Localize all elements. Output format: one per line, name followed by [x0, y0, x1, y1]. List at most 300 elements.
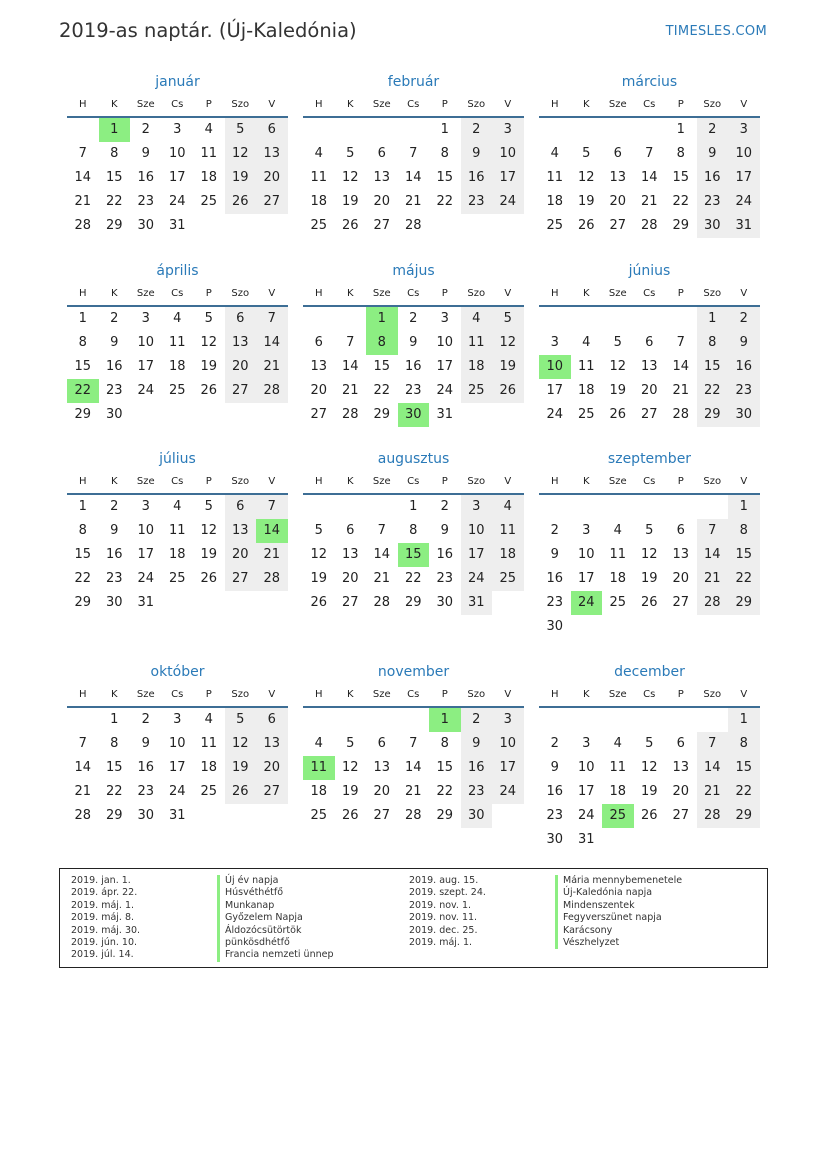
day-cell: 18 [492, 543, 524, 567]
day-grid [539, 708, 760, 852]
day-cell: 3 [582, 736, 591, 751]
day-cell: 13 [672, 760, 690, 775]
empty-cell [398, 118, 430, 142]
empty-cell [539, 495, 571, 519]
day-grid [303, 307, 524, 427]
day-cell: 7 [78, 736, 87, 751]
weekday-label: V [268, 476, 276, 487]
holiday-day-cell: 8 [366, 331, 398, 355]
day-cell: 4 [314, 146, 323, 161]
day-cell: 23 [461, 780, 493, 804]
day-cell: 21 [341, 383, 359, 398]
day-cell: 15 [74, 359, 92, 374]
day-cell: 14 [640, 170, 658, 185]
day-cell: 19 [640, 571, 658, 586]
day-cell: 27 [609, 218, 627, 233]
day-cell: 28 [373, 595, 391, 610]
day-cell: 16 [697, 166, 729, 190]
day-cell: 19 [225, 756, 257, 780]
empty-cell [634, 495, 666, 519]
day-cell: 13 [256, 142, 288, 166]
day-cell: 10 [492, 732, 524, 756]
legend-holiday-name: pünkösdhétfő [217, 937, 290, 949]
day-cell: 5 [582, 146, 591, 161]
day-cell: 15 [105, 170, 123, 185]
weekday-label: Cs [171, 689, 184, 700]
day-cell: 28 [256, 567, 288, 591]
day-cell: 2 [110, 499, 119, 514]
day-cell: 26 [341, 218, 359, 233]
day-cell: 10 [436, 335, 454, 350]
day-cell: 18 [609, 571, 627, 586]
day-cell: 26 [492, 379, 524, 403]
day-cell: 14 [697, 543, 729, 567]
day-cell: 15 [436, 170, 454, 185]
weekday-label: V [268, 99, 276, 110]
day-cell: 11 [577, 359, 595, 374]
weekday-header [67, 683, 288, 708]
day-cell: 29 [728, 591, 760, 615]
day-cell: 13 [609, 170, 627, 185]
day-cell: 5 [346, 146, 355, 161]
day-cell: 16 [105, 547, 123, 562]
day-cell: 22 [105, 784, 123, 799]
weekday-label: K [346, 689, 354, 700]
empty-cell [571, 307, 603, 331]
day-cell: 19 [341, 784, 359, 799]
empty-cell [67, 708, 99, 732]
day-cell: 7 [409, 736, 418, 751]
day-cell: 5 [346, 736, 355, 751]
day-cell: 31 [728, 214, 760, 238]
empty-cell [335, 118, 367, 142]
day-cell: 14 [74, 170, 92, 185]
month-3 [539, 71, 760, 238]
empty-cell [539, 118, 571, 142]
day-cell: 25 [546, 218, 564, 233]
day-cell: 20 [256, 756, 288, 780]
weekday-label: Szo [703, 99, 722, 110]
empty-cell [335, 708, 367, 732]
legend-row [71, 900, 334, 912]
day-cell: 23 [137, 784, 155, 799]
day-cell: 3 [461, 495, 493, 519]
weekday-label: Cs [171, 476, 184, 487]
weekday-label: V [504, 288, 512, 299]
day-cell: 15 [373, 359, 391, 374]
month-name: április [156, 263, 199, 279]
weekday-label: Cs [643, 288, 656, 299]
weekday-label: P [205, 689, 212, 700]
day-cell: 29 [404, 595, 422, 610]
day-cell: 2 [461, 118, 493, 142]
legend-column-left [71, 875, 334, 962]
day-cell: 13 [256, 732, 288, 756]
day-cell: 20 [341, 571, 359, 586]
weekday-header [303, 470, 524, 495]
holiday-day-cell: 1 [429, 708, 461, 732]
day-cell: 23 [105, 571, 123, 586]
day-cell: 17 [137, 359, 155, 374]
day-cell: 9 [728, 331, 760, 355]
day-cell: 25 [200, 784, 218, 799]
day-cell: 10 [168, 736, 186, 751]
day-cell: 22 [74, 571, 92, 586]
day-cell: 29 [74, 595, 92, 610]
day-cell: 25 [168, 383, 186, 398]
day-cell: 13 [225, 519, 257, 543]
day-cell: 11 [310, 170, 328, 185]
empty-cell [398, 708, 430, 732]
day-cell: 4 [492, 495, 524, 519]
day-cell: 28 [341, 407, 359, 422]
day-cell: 11 [461, 331, 493, 355]
day-cell: 19 [225, 166, 257, 190]
day-cell: 22 [404, 571, 422, 586]
weekday-label: P [205, 99, 212, 110]
day-cell: 28 [74, 808, 92, 823]
day-cell: 4 [613, 523, 622, 538]
day-cell: 30 [436, 595, 454, 610]
empty-cell [665, 495, 697, 519]
day-cell: 12 [341, 760, 359, 775]
day-cell: 26 [310, 595, 328, 610]
day-cell: 22 [672, 194, 690, 209]
day-cell: 30 [546, 832, 564, 847]
day-grid [539, 307, 760, 427]
day-cell: 6 [225, 495, 257, 519]
day-cell: 25 [168, 571, 186, 586]
day-cell: 6 [256, 708, 288, 732]
day-cell: 15 [728, 756, 760, 780]
day-cell: 16 [105, 359, 123, 374]
day-cell: 24 [492, 780, 524, 804]
day-cell: 8 [78, 523, 87, 538]
weekday-label: Cs [407, 689, 420, 700]
day-cell: 5 [314, 523, 323, 538]
weekday-label: P [441, 288, 448, 299]
month-name: december [614, 664, 685, 680]
day-cell: 16 [461, 166, 493, 190]
weekday-label: Sze [608, 476, 627, 487]
day-cell: 7 [645, 146, 654, 161]
day-cell: 21 [256, 543, 288, 567]
weekday-label: K [346, 288, 354, 299]
legend-date: 2019. júl. 14. [71, 949, 134, 961]
day-cell: 24 [168, 784, 186, 799]
legend-row [71, 925, 334, 937]
day-cell: 12 [341, 170, 359, 185]
weekday-label: P [677, 288, 684, 299]
empty-cell [571, 495, 603, 519]
empty-cell [697, 708, 729, 732]
empty-cell [303, 118, 335, 142]
legend-holiday-name: Mindenszentek [555, 900, 635, 912]
day-cell: 4 [204, 122, 213, 137]
holiday-day-cell: 30 [398, 403, 430, 427]
weekday-label: V [740, 99, 748, 110]
day-cell: 24 [577, 808, 595, 823]
day-cell: 20 [225, 355, 257, 379]
day-cell: 16 [461, 756, 493, 780]
weekday-label: P [677, 689, 684, 700]
day-cell: 22 [436, 194, 454, 209]
day-cell: 12 [200, 523, 218, 538]
day-cell: 3 [492, 708, 524, 732]
day-cell: 12 [310, 547, 328, 562]
weekday-label: H [550, 476, 559, 487]
legend-holiday-name: Új-Kaledónia napja [555, 887, 652, 899]
brand-link[interactable]: TIMESLES.COM [665, 24, 767, 39]
day-cell: 30 [105, 407, 123, 422]
day-grid [303, 708, 524, 828]
weekday-label: H [550, 99, 559, 110]
legend-holiday-name: Új év napja [217, 875, 278, 887]
day-cell: 31 [168, 218, 186, 233]
empty-cell [366, 118, 398, 142]
day-cell: 8 [440, 736, 449, 751]
weekday-label: Sze [608, 689, 627, 700]
day-cell: 17 [577, 784, 595, 799]
weekday-label: Cs [171, 288, 184, 299]
day-cell: 26 [225, 190, 257, 214]
weekday-label: K [110, 476, 118, 487]
day-cell: 21 [256, 355, 288, 379]
day-cell: 1 [728, 495, 760, 519]
day-cell: 29 [373, 407, 391, 422]
day-cell: 5 [204, 499, 213, 514]
day-cell: 30 [546, 619, 564, 634]
day-cell: 20 [256, 166, 288, 190]
weekday-header [539, 282, 760, 307]
day-cell: 20 [225, 543, 257, 567]
day-cell: 3 [141, 499, 150, 514]
weekday-label: P [441, 99, 448, 110]
day-cell: 21 [373, 571, 391, 586]
day-cell: 10 [577, 760, 595, 775]
day-cell: 24 [168, 194, 186, 209]
weekday-header [539, 93, 760, 118]
weekday-label: H [314, 99, 323, 110]
day-cell: 15 [74, 547, 92, 562]
day-cell: 16 [404, 359, 422, 374]
day-cell: 25 [461, 379, 493, 403]
empty-cell [303, 708, 335, 732]
day-cell: 3 [440, 311, 449, 326]
day-cell: 9 [110, 335, 119, 350]
day-cell: 18 [546, 194, 564, 209]
legend-row [409, 900, 682, 912]
day-cell: 18 [310, 194, 328, 209]
weekday-label: Cs [407, 288, 420, 299]
day-cell: 13 [225, 331, 257, 355]
legend-date: 2019. jún. 10. [71, 936, 138, 948]
empty-cell [335, 495, 367, 519]
empty-cell [634, 708, 666, 732]
weekday-label: Sze [372, 288, 391, 299]
day-cell: 1 [676, 122, 685, 137]
day-cell: 11 [492, 519, 524, 543]
weekday-label: K [110, 99, 118, 110]
weekday-label: K [346, 99, 354, 110]
day-cell: 12 [225, 732, 257, 756]
weekday-label: V [740, 288, 748, 299]
weekday-label: H [78, 476, 87, 487]
day-cell: 16 [546, 784, 564, 799]
legend-row [71, 949, 334, 961]
legend-row [409, 887, 682, 899]
day-cell: 3 [173, 712, 182, 727]
day-cell: 22 [373, 383, 391, 398]
day-cell: 25 [492, 567, 524, 591]
day-cell: 7 [676, 335, 685, 350]
day-cell: 14 [404, 760, 422, 775]
empty-cell [303, 307, 335, 331]
day-cell: 1 [697, 307, 729, 331]
day-grid [67, 708, 288, 828]
legend-holiday-name: Munkanap [217, 900, 274, 912]
empty-cell [665, 307, 697, 331]
weekday-label: Szo [703, 476, 722, 487]
day-cell: 28 [256, 379, 288, 403]
day-cell: 19 [341, 194, 359, 209]
weekday-header [539, 470, 760, 495]
day-cell: 8 [440, 146, 449, 161]
day-cell: 8 [110, 736, 119, 751]
day-cell: 5 [645, 736, 654, 751]
month-name: július [159, 451, 196, 467]
day-cell: 27 [225, 379, 257, 403]
month-2 [303, 71, 524, 238]
legend-date: 2019. nov. 11. [409, 912, 478, 924]
day-grid [67, 118, 288, 238]
weekday-label: V [740, 689, 748, 700]
day-cell: 17 [492, 166, 524, 190]
holiday-day-cell: 1 [99, 118, 131, 142]
day-cell: 25 [577, 407, 595, 422]
day-cell: 22 [436, 784, 454, 799]
day-cell: 8 [676, 146, 685, 161]
legend-row [71, 912, 334, 924]
day-cell: 22 [105, 194, 123, 209]
day-cell: 10 [168, 146, 186, 161]
day-cell: 4 [550, 146, 559, 161]
day-cell: 8 [110, 146, 119, 161]
day-grid [303, 495, 524, 615]
legend-holiday-name: Húsvéthétfő [217, 887, 283, 899]
legend-holiday-name: Fegyverszünet napja [555, 912, 662, 924]
weekday-header [67, 470, 288, 495]
month-name: november [377, 664, 450, 680]
weekday-label: K [582, 288, 590, 299]
legend-date: 2019. dec. 25. [409, 924, 478, 936]
holiday-day-cell: 22 [67, 379, 99, 403]
day-cell: 2 [440, 499, 449, 514]
weekday-label: P [441, 689, 448, 700]
weekday-label: Szo [467, 288, 486, 299]
empty-cell [602, 118, 634, 142]
day-cell: 25 [609, 595, 627, 610]
weekday-label: V [504, 689, 512, 700]
weekday-label: Cs [643, 99, 656, 110]
day-cell: 17 [137, 547, 155, 562]
day-cell: 3 [141, 311, 150, 326]
day-cell: 9 [440, 523, 449, 538]
empty-cell [335, 307, 367, 331]
day-cell: 7 [697, 519, 729, 543]
day-cell: 17 [168, 170, 186, 185]
day-cell: 9 [461, 732, 493, 756]
day-cell: 22 [728, 780, 760, 804]
weekday-label: Szo [231, 689, 250, 700]
day-cell: 13 [341, 547, 359, 562]
legend-date: 2019. máj. 30. [71, 924, 141, 936]
day-cell: 14 [697, 756, 729, 780]
weekday-label: V [504, 99, 512, 110]
day-cell: 20 [672, 571, 690, 586]
day-grid [67, 307, 288, 427]
day-cell: 31 [577, 832, 595, 847]
day-cell: 5 [225, 118, 257, 142]
day-cell: 24 [436, 383, 454, 398]
empty-cell [303, 495, 335, 519]
empty-cell [539, 307, 571, 331]
empty-cell [571, 708, 603, 732]
day-cell: 23 [546, 808, 564, 823]
day-cell: 13 [310, 359, 328, 374]
legend-holiday-name: Vészhelyzet [555, 937, 619, 949]
weekday-label: P [441, 476, 448, 487]
legend-holiday-name: Karácsony [555, 925, 612, 937]
day-cell: 18 [609, 784, 627, 799]
day-cell: 9 [550, 760, 559, 775]
day-cell: 16 [728, 355, 760, 379]
day-cell: 18 [200, 170, 218, 185]
day-cell: 12 [200, 335, 218, 350]
day-cell: 17 [546, 383, 564, 398]
weekday-label: P [677, 99, 684, 110]
day-cell: 21 [640, 194, 658, 209]
weekday-label: V [268, 689, 276, 700]
legend-column-right [409, 875, 682, 949]
holiday-day-cell: 1 [366, 307, 398, 331]
weekday-label: H [78, 99, 87, 110]
day-cell: 9 [141, 146, 150, 161]
day-cell: 24 [492, 190, 524, 214]
day-cell: 19 [200, 359, 218, 374]
day-cell: 3 [550, 335, 559, 350]
month-5 [303, 260, 524, 427]
day-cell: 24 [137, 571, 155, 586]
day-cell: 2 [409, 311, 418, 326]
day-cell: 30 [105, 595, 123, 610]
day-cell: 28 [404, 808, 422, 823]
weekday-label: Sze [372, 689, 391, 700]
day-cell: 1 [110, 712, 119, 727]
day-cell: 27 [225, 567, 257, 591]
day-cell: 4 [173, 499, 182, 514]
day-cell: 17 [492, 756, 524, 780]
day-cell: 12 [492, 331, 524, 355]
page-title: 2019-as naptár. (Új-Kaledónia) [59, 19, 357, 42]
day-cell: 6 [645, 335, 654, 350]
day-cell: 23 [404, 383, 422, 398]
day-cell: 4 [314, 736, 323, 751]
day-cell: 10 [577, 547, 595, 562]
day-cell: 30 [137, 808, 155, 823]
day-cell: 4 [582, 335, 591, 350]
day-grid [539, 118, 760, 238]
